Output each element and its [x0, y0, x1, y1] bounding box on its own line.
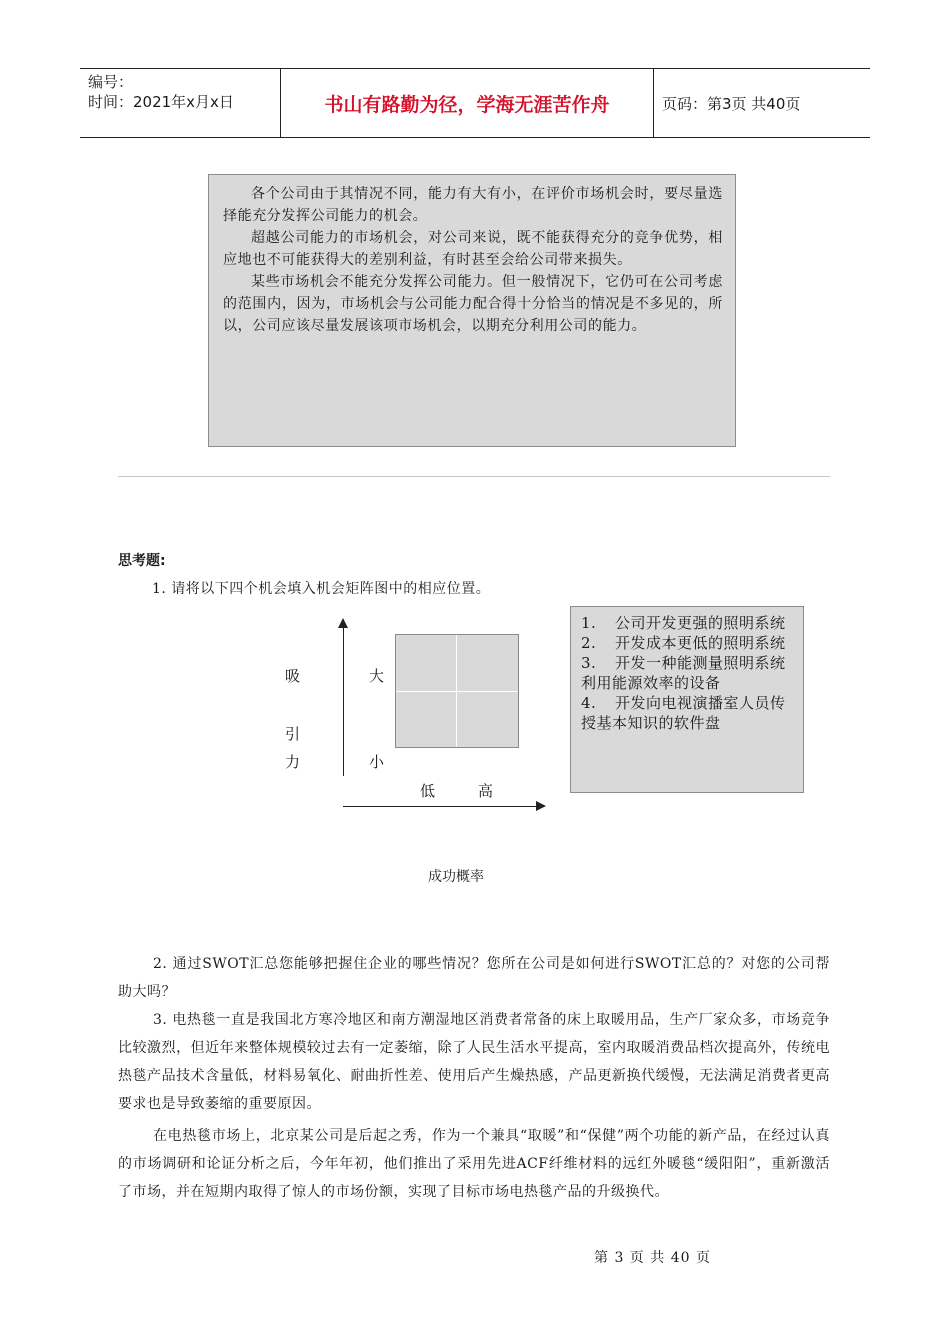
y-low-label: 小 — [369, 753, 385, 771]
question-2: 2. 通过SWOT汇总您能够把握住企业的哪些情况？您所在公司是如何进行SWOT汇总的？对您的公司帮助大吗？ — [118, 956, 830, 1000]
question-1: 1. 请将以下四个机会填入机会矩阵图中的相应位置。 — [152, 581, 491, 597]
y-label-char-1: 吸 — [285, 667, 301, 685]
question-3-continued: 在电热毯市场上，北京某公司是后起之秀，作为一个兼具“取暖”和“保健”两个功能的新产品，在经过认真的市场调研和论证分析之后，今年年初，他们推出了采用先进ACF纤维材料的远红外暖毯“缓阳阳”，重新激活了市场，并在短期内取得了惊人的市场份额，实现了目标市场电热毯产品的升级换代。 — [118, 1128, 830, 1200]
matrix-x-axis — [343, 806, 539, 807]
opportunity-matrix-grid — [395, 634, 519, 748]
header-motto: 书山有路勤为径，学海无涯苦作舟 — [280, 69, 654, 137]
date-label: 时间：2021年x月x日 — [88, 93, 234, 111]
question-3: 3. 电热毯一直是我国北方寒冷地区和南方潮湿地区消费者常备的床上取暖用品，生产厂家众多，市场竞争比较激烈，但近年来整体规模较过去有一定萎缩，除了人民生活水平提高，室内取暖消费品档次提高外，传统电热毯产品技术含量低，材料易氧化、耐曲折性差、使用后产生燥热感，产品更新换代缓慢，无法满足消费者更高要求也是导致萎缩的重要原因。 — [118, 1012, 830, 1112]
questions-title: 思考题: — [118, 553, 166, 569]
y-label-char-3: 力 — [285, 753, 301, 771]
matrix-y-axis — [343, 626, 344, 776]
y-high-label: 大 — [369, 667, 385, 685]
page-footer: 第 3 页 共 40 页 — [594, 1250, 711, 1266]
matrix-horizontal-divider — [396, 691, 518, 692]
page-header — [80, 68, 870, 138]
y-axis-arrow-icon — [338, 618, 348, 628]
option-item: 2. 开发成本更低的照明系统 — [581, 634, 786, 652]
matrix-x-caption: 成功概率 — [428, 869, 484, 885]
header-page-info: 页码：第3页 共40页 — [662, 94, 801, 113]
section-divider — [118, 476, 830, 477]
option-item: 3. 开发一种能测量照明系统利用能源效率的设备 — [581, 654, 786, 692]
x-high-label: 高 — [478, 782, 494, 800]
note-paragraph-1: 各个公司由于其情况不同，能力有大有小，在评价市场机会时，要尽量选择能充分发挥公司能力的机会。 — [223, 186, 723, 224]
header-meta — [80, 69, 280, 137]
y-label-char-2: 引 — [285, 725, 301, 743]
serial-label: 编号： — [88, 73, 134, 91]
note-box — [208, 174, 736, 447]
option-item: 1. 公司开发更强的照明系统 — [581, 614, 786, 632]
note-paragraph-3: 某些市场机会不能充分发挥公司能力。但一般情况下，它仍可在公司考虑的范围内，因为，市场机会与公司能力配合得十分恰当的情况是不多见的，所以，公司应该尽量发展该项市场机会，以期充分利用公司的能力。 — [223, 274, 723, 334]
options-box — [570, 606, 804, 793]
x-axis-arrow-icon — [536, 801, 546, 811]
option-item: 4. 开发向电视演播室人员传授基本知识的软件盘 — [581, 694, 786, 732]
x-low-label: 低 — [420, 782, 436, 800]
note-paragraph-2: 超越公司能力的市场机会，对公司来说，既不能获得充分的竞争优势，相应地也不可能获得大的差别利益，有时甚至会给公司带来损失。 — [223, 230, 723, 268]
